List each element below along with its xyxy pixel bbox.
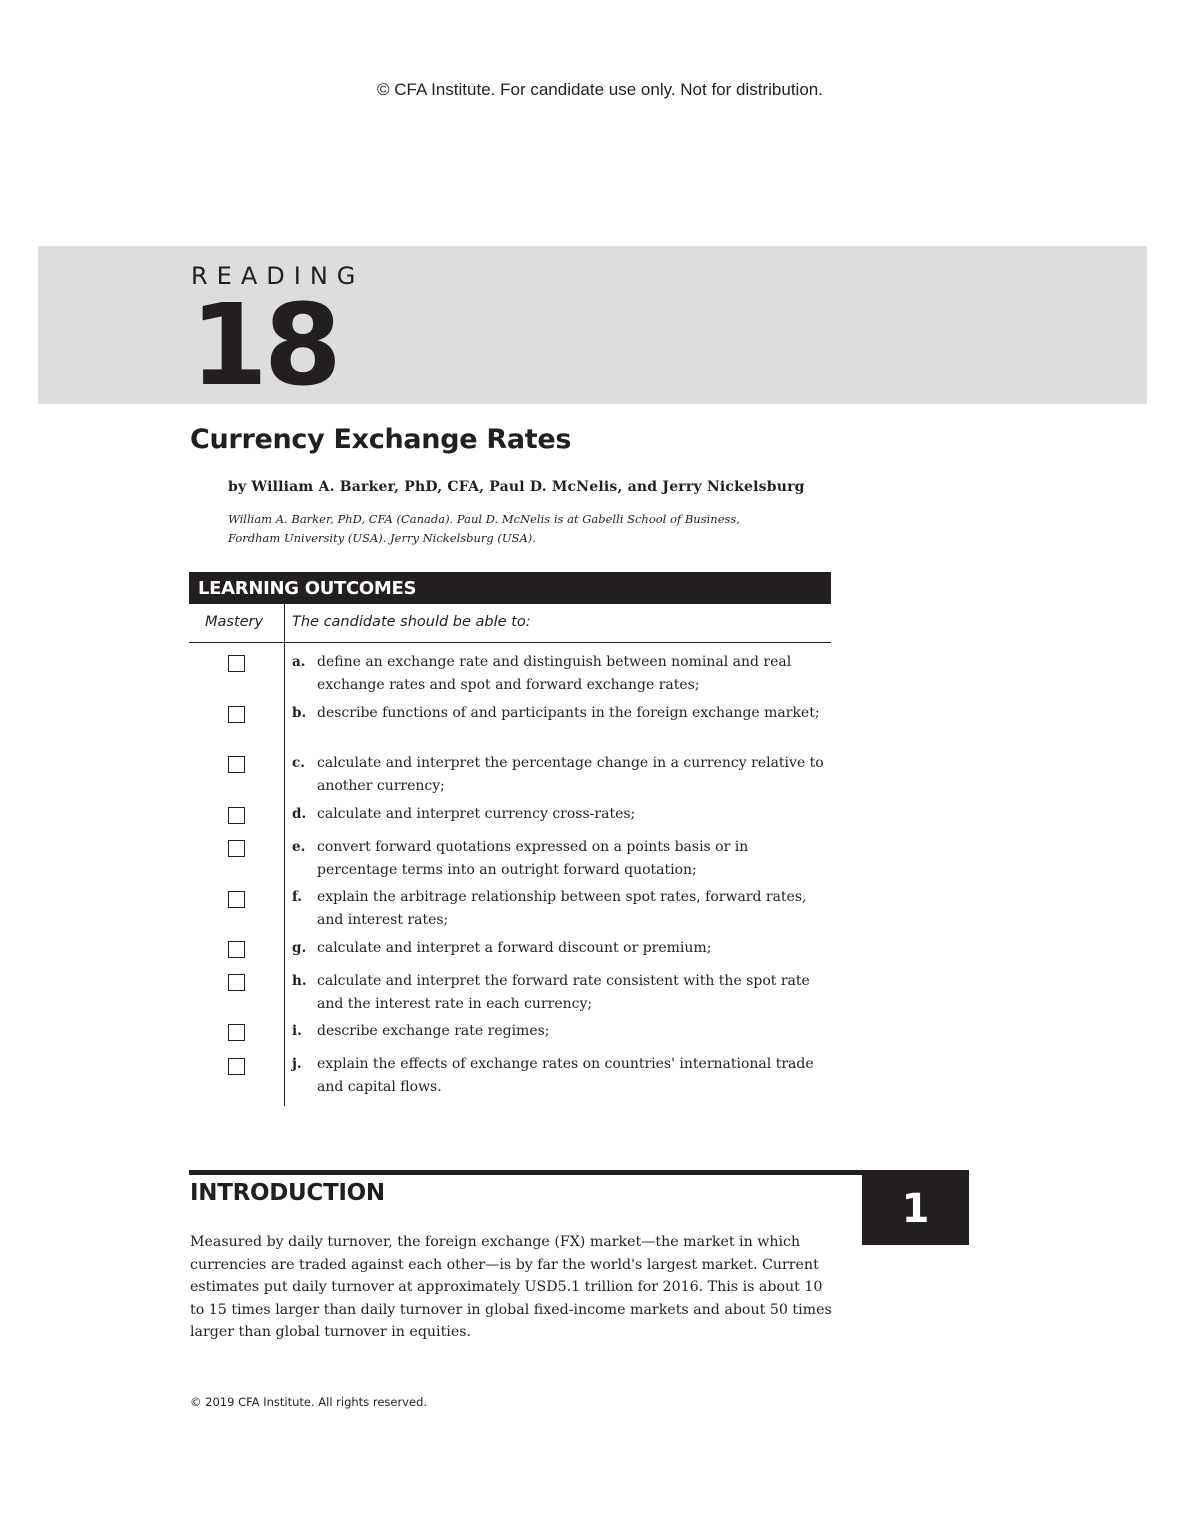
outcome-text: calculate and interpret the forward rate consistent with the spot rate and the interest rate in each currency; (317, 973, 810, 1012)
affiliation-line: William A. Barker, PhD, CFA (Canada). Paul D. McNelis is at Gabelli School of Business, (228, 512, 740, 526)
reading-label: READING (191, 262, 365, 290)
outcome-letter: j. (292, 1056, 302, 1072)
header-rule (189, 642, 831, 643)
candidate-column-header: The candidate should be able to: (292, 614, 531, 630)
outcome-letter: g. (292, 940, 307, 956)
outcome-letter: c. (292, 755, 305, 771)
mastery-column-header: Mastery (205, 614, 264, 630)
mastery-checkbox[interactable] (228, 1024, 245, 1041)
mastery-checkbox[interactable] (228, 1058, 245, 1075)
outcome-text: explain the effects of exchange rates on countries' international trade and capital flows. (317, 1056, 814, 1095)
outcome-text: describe exchange rate regimes; (317, 1023, 550, 1039)
outcome-letter: i. (292, 1023, 302, 1039)
section-number-badge: 1 (862, 1170, 969, 1245)
author-affiliation (228, 510, 848, 548)
column-divider (284, 604, 285, 1106)
outcome-text: calculate and interpret currency cross-rates; (317, 806, 636, 822)
mastery-checkbox[interactable] (228, 840, 245, 857)
page-title: Currency Exchange Rates (190, 424, 572, 455)
outcome-letter: e. (292, 839, 306, 855)
outcome-text: convert forward quotations expressed on a points basis or in percentage terms into an outright forward quotation; (317, 839, 749, 878)
mastery-checkbox[interactable] (228, 974, 245, 991)
outcome-letter: b. (292, 705, 307, 721)
outcome-text: explain the arbitrage relationship between spot rates, forward rates, and interest rates; (317, 889, 807, 928)
reading-number: 18 (190, 281, 338, 411)
outcome-text: calculate and interpret the percentage change in a currency relative to another currency; (317, 755, 824, 794)
copyright-footer: © 2019 CFA Institute. All rights reserved. (190, 1395, 428, 1409)
mastery-checkbox[interactable] (228, 941, 245, 958)
outcome-text: calculate and interpret a forward discount or premium; (317, 940, 712, 956)
reading-banner (38, 246, 1147, 411)
mastery-checkbox[interactable] (228, 706, 245, 723)
outcome-letter: h. (292, 973, 307, 989)
mastery-checkbox[interactable] (228, 891, 245, 908)
outcome-letter: a. (292, 654, 306, 670)
mastery-checkbox[interactable] (228, 807, 245, 824)
distribution-watermark: © CFA Institute. For candidate use only. Not for distribution. (377, 80, 823, 99)
learning-outcomes-header: LEARNING OUTCOMES (189, 572, 831, 604)
outcome-letter: d. (292, 806, 307, 822)
mastery-checkbox[interactable] (228, 756, 245, 773)
author-byline: by William A. Barker, PhD, CFA, Paul D. McNelis, and Jerry Nickelsburg (228, 479, 805, 495)
introduction-heading: INTRODUCTION (190, 1180, 385, 1206)
section-rule (189, 1170, 969, 1175)
affiliation-line: Fordham University (USA). Jerry Nickelsburg (USA). (228, 531, 536, 545)
outcome-text: define an exchange rate and distinguish between nominal and real exchange rates and spot and forward exchange rates; (317, 654, 792, 693)
mastery-checkbox[interactable] (228, 655, 245, 672)
outcome-letter: f. (292, 889, 303, 905)
introduction-paragraph: Measured by daily turnover, the foreign exchange (FX) market—the market in which currencies are traded against each other—is by far the world's largest market. Current estimates put daily turnover at approximately USD5.1 trillion for 2016. This is about 10 to 15 times larger than daily turnover in global fixed-income markets and about 50 times larger than global turnover in equities. (190, 1234, 832, 1340)
outcome-text: describe functions of and participants in the foreign exchange market; (317, 705, 820, 721)
